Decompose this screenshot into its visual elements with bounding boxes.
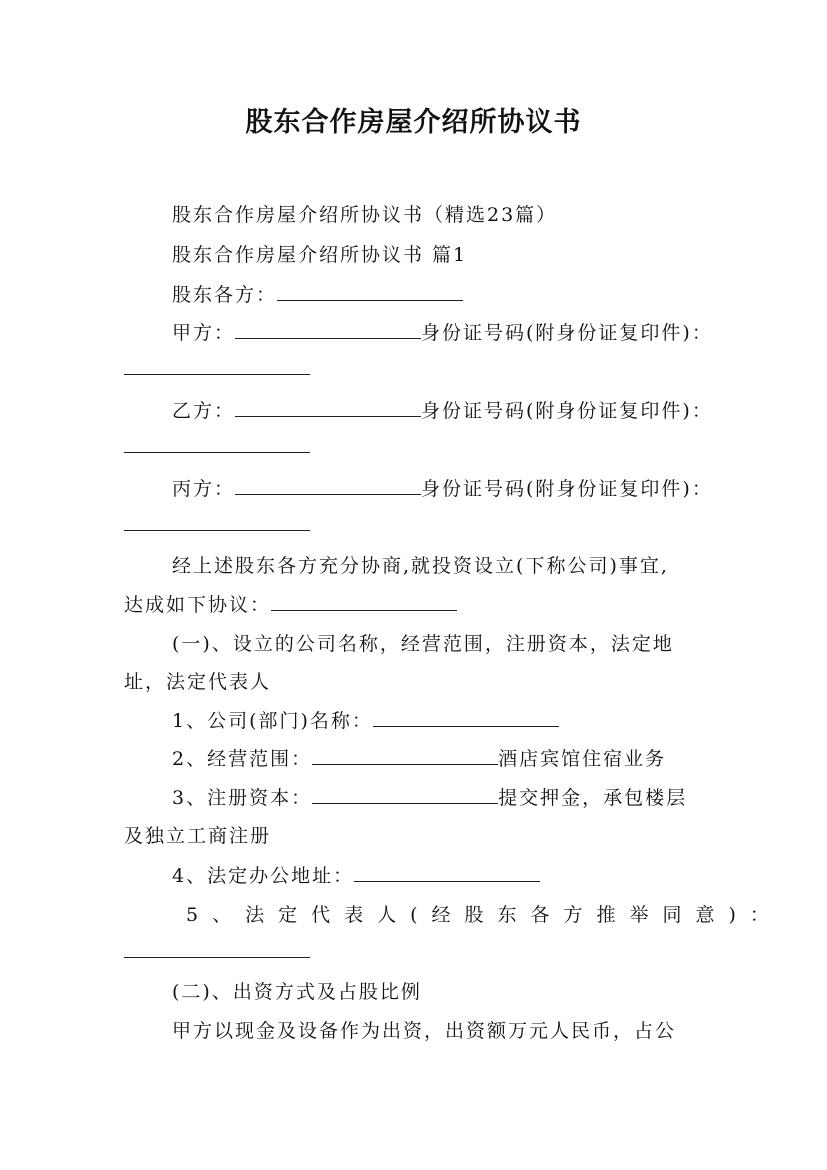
clause2-heading: (二)、出资方式及占股比例 [172, 981, 422, 1003]
intro-line-2 [124, 590, 457, 617]
intro-label: 达成如下协议： [124, 594, 272, 616]
party-c-label: 丙方： [172, 478, 236, 500]
item1-blank [373, 708, 559, 727]
party-b-line [172, 396, 713, 423]
party-c-line [172, 474, 713, 501]
item2-line [172, 744, 666, 771]
parties-line [172, 280, 463, 307]
party-b-id-line [124, 434, 310, 458]
document-title: 股东合作房屋介绍所协议书 [245, 107, 582, 138]
item5-line: 5、法定代表人(经股东各方推举同意)： [186, 904, 783, 926]
item4-line [172, 861, 540, 888]
party-b-label: 乙方： [172, 400, 236, 422]
party-a-id-line [124, 356, 310, 380]
item1-line [172, 706, 559, 733]
document-subtitle: 股东合作房屋介绍所协议书（精选23篇） [172, 204, 558, 226]
section-heading: 股东合作房屋介绍所协议书 篇1 [172, 244, 468, 266]
item3-line [172, 783, 687, 810]
party-b-id-label: 身份证号码(附身份证复印件)： [421, 400, 713, 422]
item3-blank [312, 785, 498, 804]
item2-blank [312, 746, 498, 765]
item2-suffix: 酒店宾馆住宿业务 [498, 748, 667, 770]
item4-label: 4、法定办公地址： [172, 865, 355, 887]
party-c-id-label: 身份证号码(附身份证复印件)： [421, 478, 713, 500]
party-a-id-blank [124, 356, 310, 375]
item4-blank [354, 863, 540, 882]
party-c-id-blank [124, 512, 310, 531]
party-a-id-label: 身份证号码(附身份证复印件)： [421, 322, 713, 344]
party-c-name-blank [235, 476, 421, 495]
item5-blank [124, 939, 310, 958]
party-b-id-blank [124, 434, 310, 453]
item2-label: 2、经营范围： [172, 748, 313, 770]
item3-label: 3、注册资本： [172, 787, 313, 809]
party-a-name-blank [235, 320, 421, 339]
parties-blank [277, 282, 463, 301]
party-a-label: 甲方： [172, 322, 236, 344]
item3-suffix: 提交押金，承包楼层 [498, 787, 688, 809]
parties-label: 股东各方： [172, 284, 278, 306]
item3-line-2: 及独立工商注册 [124, 825, 272, 847]
clause1-line-1: (一)、设立的公司名称，经营范围，注册资本，法定地 [172, 633, 674, 655]
clause1-line-2: 址，法定代表人 [124, 671, 272, 693]
intro-line-1: 经上述股东各方充分协商,就投资设立(下称公司)事宜, [172, 555, 669, 577]
clause2-body: 甲方以现金及设备作为出资，出资额万元人民币，占公 [172, 1020, 677, 1042]
intro-blank [271, 592, 457, 611]
item1-label: 1、公司(部门)名称： [172, 710, 373, 732]
party-b-name-blank [235, 398, 421, 417]
party-c-id-line [124, 512, 310, 536]
item5-blank-line [124, 939, 310, 963]
party-a-line [172, 318, 713, 345]
